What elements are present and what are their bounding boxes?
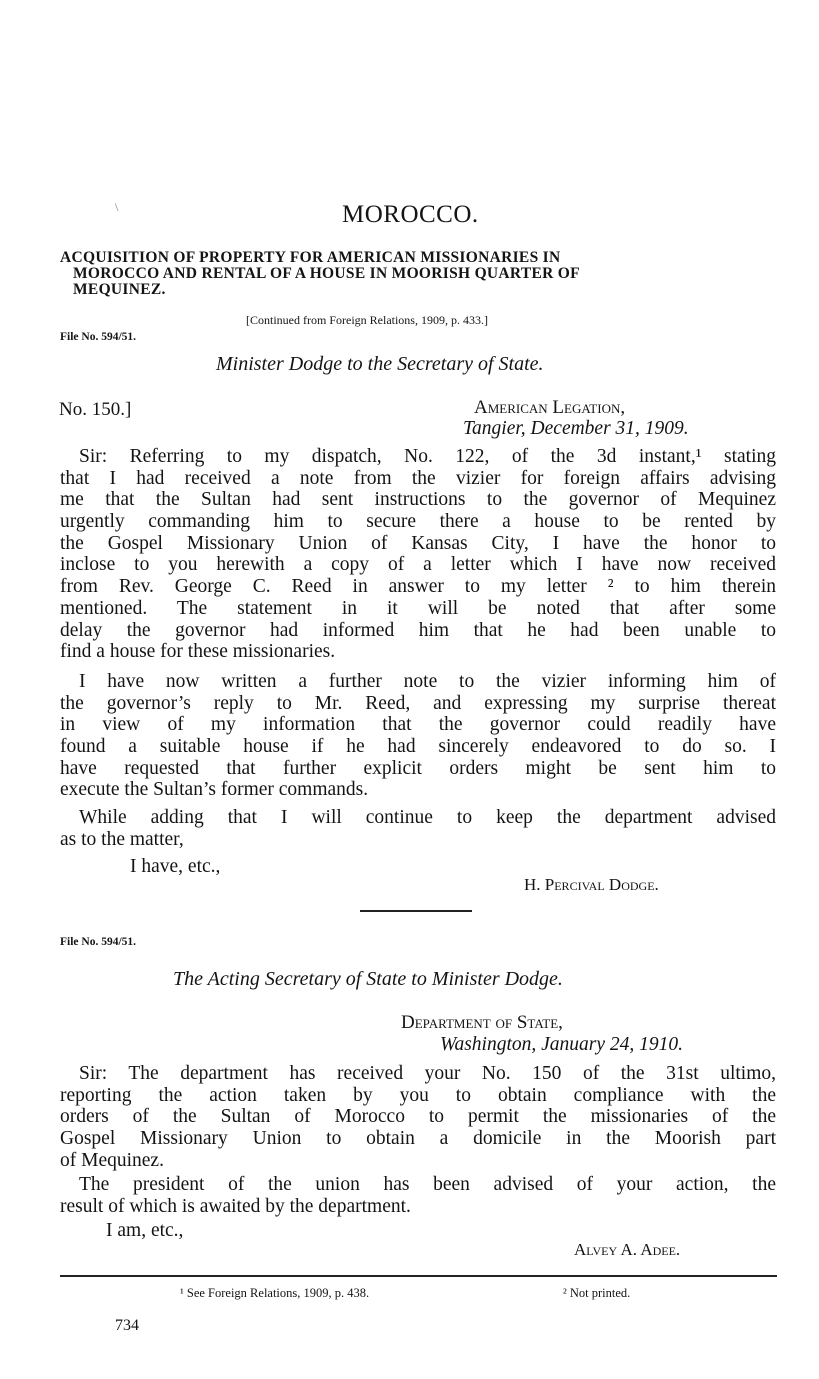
text-line: orders of the Sultan of Morocco to permit the missionaries of the bbox=[60, 1106, 776, 1128]
text-line: of Mequinez. bbox=[60, 1149, 164, 1171]
text-line: inclose to you herewith a copy of a letter which I have now received bbox=[60, 554, 776, 576]
letter-heading: Minister Dodge to the Secretary of State. bbox=[216, 353, 544, 375]
text-line: as to the matter, bbox=[60, 828, 184, 850]
subject-line: MEQUINEZ. bbox=[73, 281, 166, 298]
sender-place-date: Washington, January 24, 1910. bbox=[440, 1034, 684, 1055]
subject-line: ACQUISITION OF PROPERTY FOR AMERICAN MISSIONARIES IN bbox=[60, 249, 561, 266]
stray-mark: \ bbox=[115, 200, 119, 214]
sender-address: Department of State, bbox=[401, 1012, 563, 1033]
text-line: delay the governor had informed him that he had been unable to bbox=[60, 619, 776, 641]
text-line: the Gospel Missionary Union of Kansas City, I have the honor to bbox=[60, 532, 776, 554]
letter-paragraph bbox=[60, 807, 776, 850]
text-line: result of which is awaited by the department. bbox=[60, 1195, 411, 1217]
text-line: I have now written a further note to the vizier informing him of bbox=[79, 671, 776, 692]
complimentary-close: I have, etc., bbox=[130, 856, 221, 877]
subject-heading bbox=[60, 250, 775, 298]
complimentary-close: I am, etc., bbox=[106, 1220, 184, 1241]
country-title: MOROCCO. bbox=[342, 201, 479, 228]
text-line: While adding that I will continue to keep the department advised bbox=[79, 807, 776, 828]
sender-place-date: Tangier, December 31, 1909. bbox=[463, 418, 689, 439]
letter-paragraph bbox=[60, 1063, 776, 1171]
text-line: found a suitable house if he had sincerely endeavored to do so. I bbox=[60, 736, 776, 758]
letter-paragraph bbox=[60, 446, 776, 663]
section-divider bbox=[360, 910, 472, 912]
letter-heading: The Acting Secretary of State to Minister Dodge. bbox=[173, 968, 563, 990]
letter-paragraph bbox=[60, 1174, 776, 1217]
dispatch-number: No. 150.] bbox=[59, 399, 132, 420]
text-line: Sir: The department has received your No. 150 of the 31st ultimo, bbox=[79, 1063, 776, 1084]
footnote: ² Not printed. bbox=[563, 1286, 631, 1300]
signature: H. Percival Dodge. bbox=[524, 875, 659, 894]
page-number: 734 bbox=[115, 1317, 139, 1334]
file-number: File No. 594/51. bbox=[60, 331, 137, 343]
text-line: reporting the action taken by you to obtain compliance with the bbox=[60, 1084, 776, 1106]
text-line: urgently commanding him to secure there a house to be rented by bbox=[60, 511, 776, 533]
subject-line: MOROCCO AND RENTAL OF A HOUSE IN MOORISH QUARTER OF bbox=[73, 265, 580, 282]
footnote: ¹ See Foreign Relations, 1909, p. 438. bbox=[180, 1286, 370, 1300]
text-line: that I had received a note from the vizier for foreign affairs advising bbox=[60, 467, 776, 489]
text-line: in view of my information that the governor could readily have bbox=[60, 714, 776, 736]
letter-paragraph bbox=[60, 671, 776, 801]
text-line: Sir: Referring to my dispatch, No. 122, of the 3d instant,¹ stating bbox=[79, 446, 776, 467]
sender-address: American Legation, bbox=[474, 397, 626, 418]
text-line: execute the Sultan’s former commands. bbox=[60, 779, 369, 801]
file-number: File No. 594/51. bbox=[60, 936, 137, 948]
text-line: The president of the union has been advised of your action, the bbox=[79, 1174, 776, 1195]
footnote-rule bbox=[60, 1275, 777, 1277]
continued-note: [Continued from Foreign Relations, 1909, p. 433.] bbox=[246, 313, 488, 327]
text-line: me that the Sultan had sent instructions to the governor of Mequinez bbox=[60, 489, 776, 511]
text-line: Gospel Missionary Union to obtain a domicile in the Moorish part bbox=[60, 1128, 776, 1150]
text-line: the governor’s reply to Mr. Reed, and expressing my surprise thereat bbox=[60, 692, 776, 714]
text-line: find a house for these missionaries. bbox=[60, 641, 336, 663]
text-line: mentioned. The statement in it will be noted that after some bbox=[60, 597, 776, 619]
text-line: from Rev. George C. Reed in answer to my letter ² to him therein bbox=[60, 576, 776, 598]
signature: Alvey A. Adee. bbox=[574, 1240, 681, 1259]
text-line: have requested that further explicit orders might be sent him to bbox=[60, 757, 776, 779]
